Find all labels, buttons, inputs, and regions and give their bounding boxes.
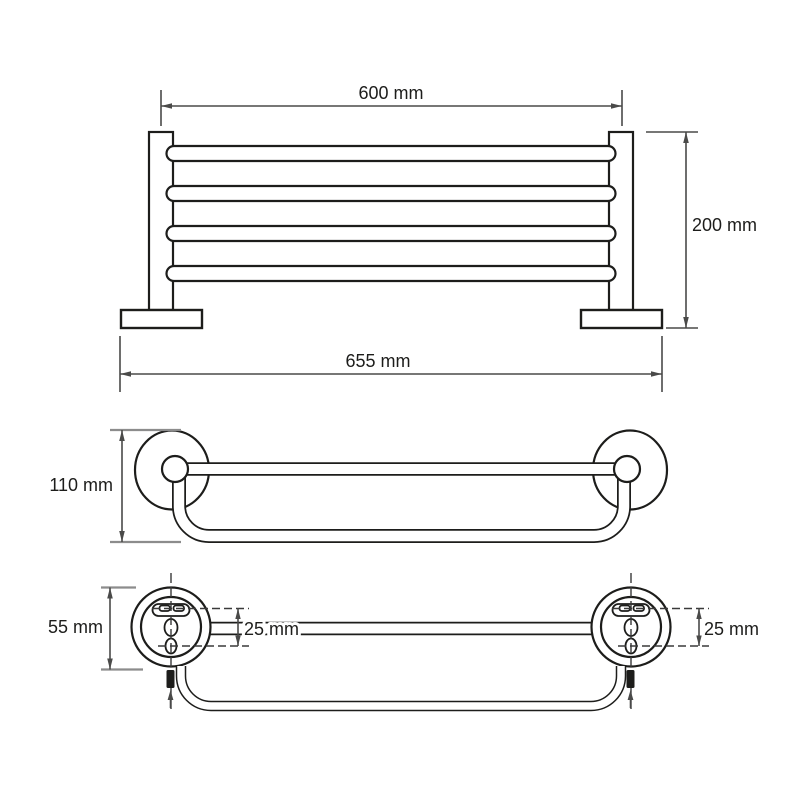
dimension-600mm [161,83,622,126]
dimension-25mm-right [696,609,759,647]
dimension-55mm [48,588,143,670]
dimension-label-110mm: 110 mm [49,475,113,495]
dimension-label-25mm-right: 25 mm [704,619,760,639]
dimension-655mm [120,336,662,392]
arrowhead-right [651,371,662,377]
bottom-plan-view [48,573,759,709]
side-towel-loop-outline [179,470,624,536]
plan-left-pin [167,670,175,688]
arrowhead-top [696,609,701,620]
side-profile-view [49,430,667,542]
arrowhead-bottom [119,531,125,542]
arrowhead-up [168,690,174,700]
front-bar-2 [167,186,616,201]
front-elevation-view [120,83,757,392]
arrowhead-top [107,588,113,599]
side-towel-loop-fill [179,470,624,536]
dimension-label-655mm: 655 mm [345,351,411,371]
dimension-label-200mm: 200 mm [692,215,758,235]
arrowhead-left [161,103,172,109]
plan-towel-loop-fill [181,666,621,706]
front-bar-4 [167,266,616,281]
dimension-label-600mm: 600 mm [358,83,424,103]
plan-towel-loop-outline [181,666,621,706]
dimension-200mm [646,132,757,328]
dimension-label-55mm: 55 mm [47,617,103,637]
arrowhead-top [683,132,689,143]
arrowhead-left [120,371,131,377]
plan-left-pin-arrow [168,690,174,708]
arrowhead-bottom [696,636,701,647]
arrowhead-bottom [683,317,689,328]
plan-right-pin [627,670,635,688]
dimension-label-25mm-left: 25 mm [244,619,300,639]
side-right-hub [614,456,640,482]
arrowhead-right [611,103,622,109]
arrowhead-bottom [235,636,240,647]
arrowhead-top [235,609,240,620]
front-right-foot [581,310,662,328]
arrowhead-bottom [107,659,113,670]
side-left-hub [162,456,188,482]
front-bar-3 [167,226,616,241]
front-bar-1 [167,146,616,161]
dimension-25mm-left [235,609,299,647]
plan-right-pin-arrow [628,690,634,708]
arrowhead-top [119,430,125,441]
arrowhead-up [628,690,634,700]
front-left-foot [121,310,202,328]
